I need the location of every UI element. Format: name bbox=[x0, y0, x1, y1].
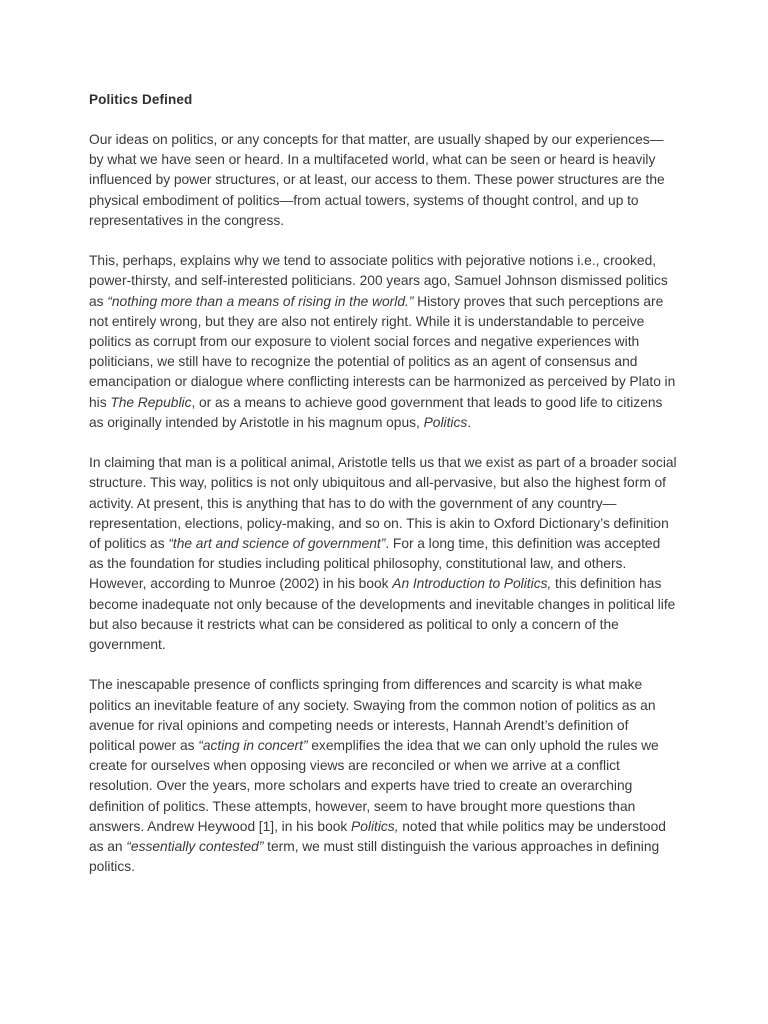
text-run: History proves that such perceptions are not entirely wrong, but they are also not entirely right. While it is understandable to perceive politics as corrupt from our exposure to violent social forces and negative experiences with politicians, we still have to recognize the potential of politics as an agent of consensus and emancipation or dialogue where conflicting interests can be harmonized as perceived by Plato in his bbox=[89, 293, 676, 410]
paragraph-container bbox=[89, 130, 678, 877]
text-run: term, we must still distinguish the various approaches in defining politics. bbox=[89, 839, 660, 875]
text-run: this definition has become inadequate not only because of the developments and inevitable changes in political life but also because it restricts what can be considered as political to only a concern of the government. bbox=[89, 576, 676, 653]
paragraph bbox=[89, 251, 678, 433]
paragraph bbox=[89, 675, 678, 877]
document-body bbox=[89, 90, 678, 877]
italic-text-run: “the art and science of government” bbox=[168, 536, 386, 552]
text-run: The inescapable presence of conflicts springing from differences and scarcity is what make politics an inevitable feature of any society. Swaying from the common notion of politics as an avenue for rival opinions and competing needs or interests, Hannah Arendt’s definition of political power as bbox=[89, 677, 656, 754]
italic-text-run: Politics bbox=[423, 414, 468, 430]
italic-text-run: An Introduction to Politics, bbox=[392, 576, 552, 592]
paragraph bbox=[89, 130, 678, 231]
text-run: This, perhaps, explains why we tend to associate politics with pejorative notions i.e., crooked, power-thirsty, and self-interested politicians. 200 years ago, Samuel Johnson dismissed politics as bbox=[89, 253, 668, 309]
italic-text-run: “acting in concert” bbox=[198, 738, 308, 754]
text-run: , or as a means to achieve good government that leads to good life to citizens as originally intended by Aristotle in his magnum opus, bbox=[89, 394, 663, 430]
page-title: Politics Defined bbox=[89, 92, 193, 107]
text-run: In claiming that man is a political animal, Aristotle tells us that we exist as part of a broader social structure. This way, politics is not only ubiquitous and all-pervasive, but also the highest form of activity. At present, this is anything that has to do with the government of any country—representation, elections, policy-making, and so on. This is akin to Oxford Dictionary’s definition of politics as bbox=[89, 455, 677, 552]
text-run: . For a long time, this definition was accepted as the foundation for studies including political philosophy, constitutional law, and others. However, according to Munroe (2002) in his book bbox=[89, 536, 661, 592]
text-run: Our ideas on politics, or any concepts for that matter, are usually shaped by our experiences—by what we have seen or heard. In a multifaceted world, what can be seen or heard is heavily influenced by power structures, or at least, our access to them. These power structures are the physical embodiment of politics—from actual towers, systems of thought control, and up to representatives in the congress. bbox=[89, 132, 665, 228]
italic-text-run: Politics, bbox=[351, 818, 399, 834]
paragraph bbox=[89, 453, 678, 655]
text-run: . bbox=[467, 414, 472, 430]
italic-text-run: “nothing more than a means of rising in the world.” bbox=[107, 293, 414, 309]
italic-text-run: “essentially contested” bbox=[126, 839, 264, 855]
text-run: exemplifies the idea that we can only uphold the rules we create for ourselves when opposing views are reconciled or when we arrive at a conflict resolution. Over the years, more scholars and experts have tried to create an overarching definition of politics. These attempts, however, seem to have brought more questions than answers. Andrew Heywood [1], in his book bbox=[89, 738, 659, 834]
text-run: noted that while politics may be understood as an bbox=[89, 818, 666, 855]
italic-text-run: The Republic bbox=[110, 394, 192, 410]
